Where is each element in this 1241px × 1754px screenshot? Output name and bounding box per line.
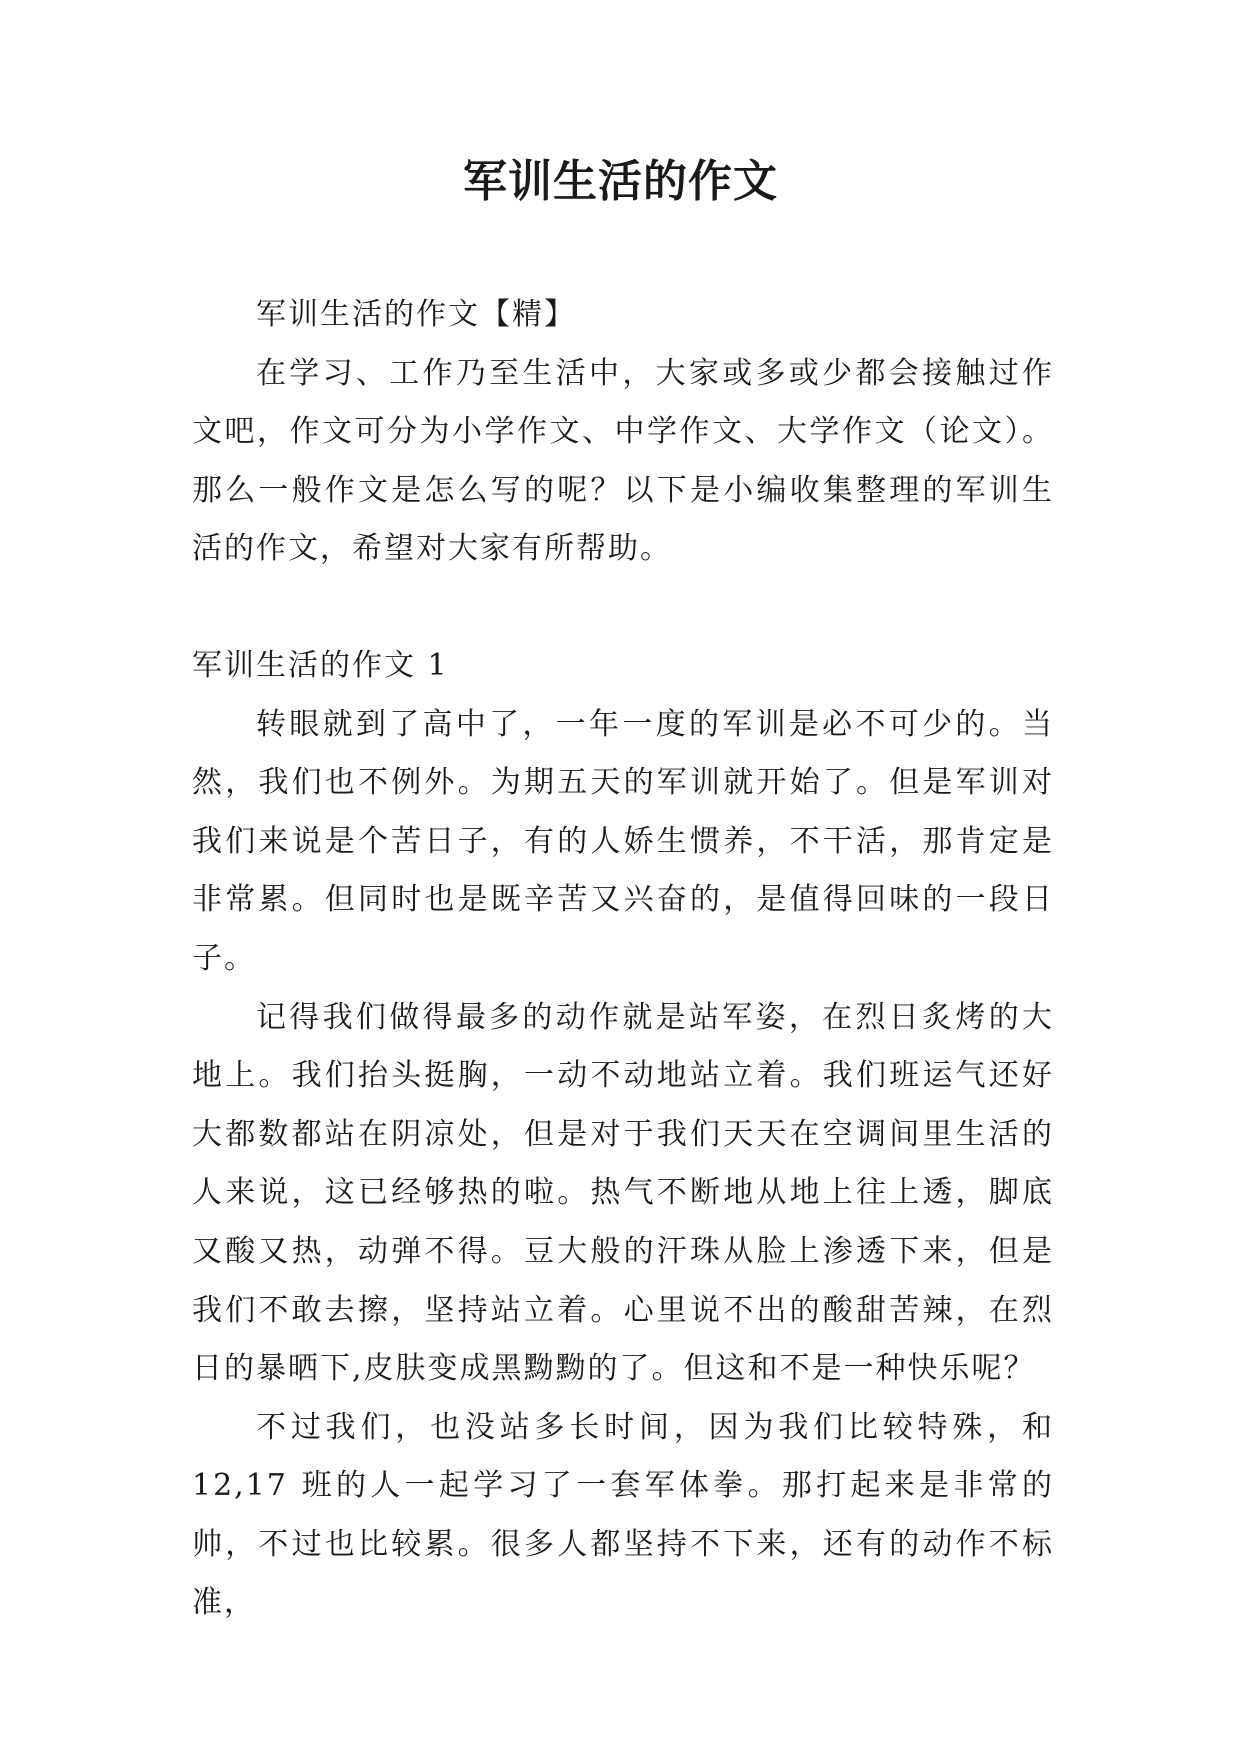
subtitle: 军训生活的作文【精】 (256, 297, 576, 332)
document-body (192, 286, 1054, 1633)
paragraph-2: 记得我们做得最多的动作就是站军姿，在烈日炙烤的大地上。我们抬头挺胸，一动不动地站立着。我们班运气还好大都数都站在阴凉处，但是对于我们天天在空调间里生活的人来说，这已经够热的啦。热气不断地从地上往上透，脚底又酸又热，动弹不得。豆大般的汗珠从脸上渗透下来，但是我们不敢去擦，坚持站立着。心里说不出的酸甜苦辣，在烈日的暴晒下,皮肤变成黑黝黝的了。但这和不是一种快乐呢？ (192, 999, 1054, 1387)
document-title: 军训生活的作文 (463, 156, 778, 207)
section-heading: 军训生活的作文 1 (192, 647, 449, 683)
intro-paragraph: 在学习、工作乃至生活中，大家或多或少都会接触过作文吧，作文可分为小学作文、中学作文、大学作文（论文）。那么一般作文是怎么写的呢？以下是小编收集整理的军训生活的作文，希望对大家有所帮助。 (192, 355, 1054, 567)
paragraph-1: 转眼就到了高中了，一年一度的军训是必不可少的。当然，我们也不例外。为期五天的军训就开始了。但是军训对我们来说是个苦日子，有的人娇生惯养，不干活，那肯定是非常累。但同时也是既辛苦又兴奋的，是值得回味的一段日子。 (192, 706, 1054, 976)
paragraph-3: 不过我们，也没站多长时间，因为我们比较特殊，和12,17 班的人一起学习了一套军体拳。那打起来是非常的帅，不过也比较累。很多人都坚持不下来，还有的动作不标准， (192, 1409, 1054, 1621)
